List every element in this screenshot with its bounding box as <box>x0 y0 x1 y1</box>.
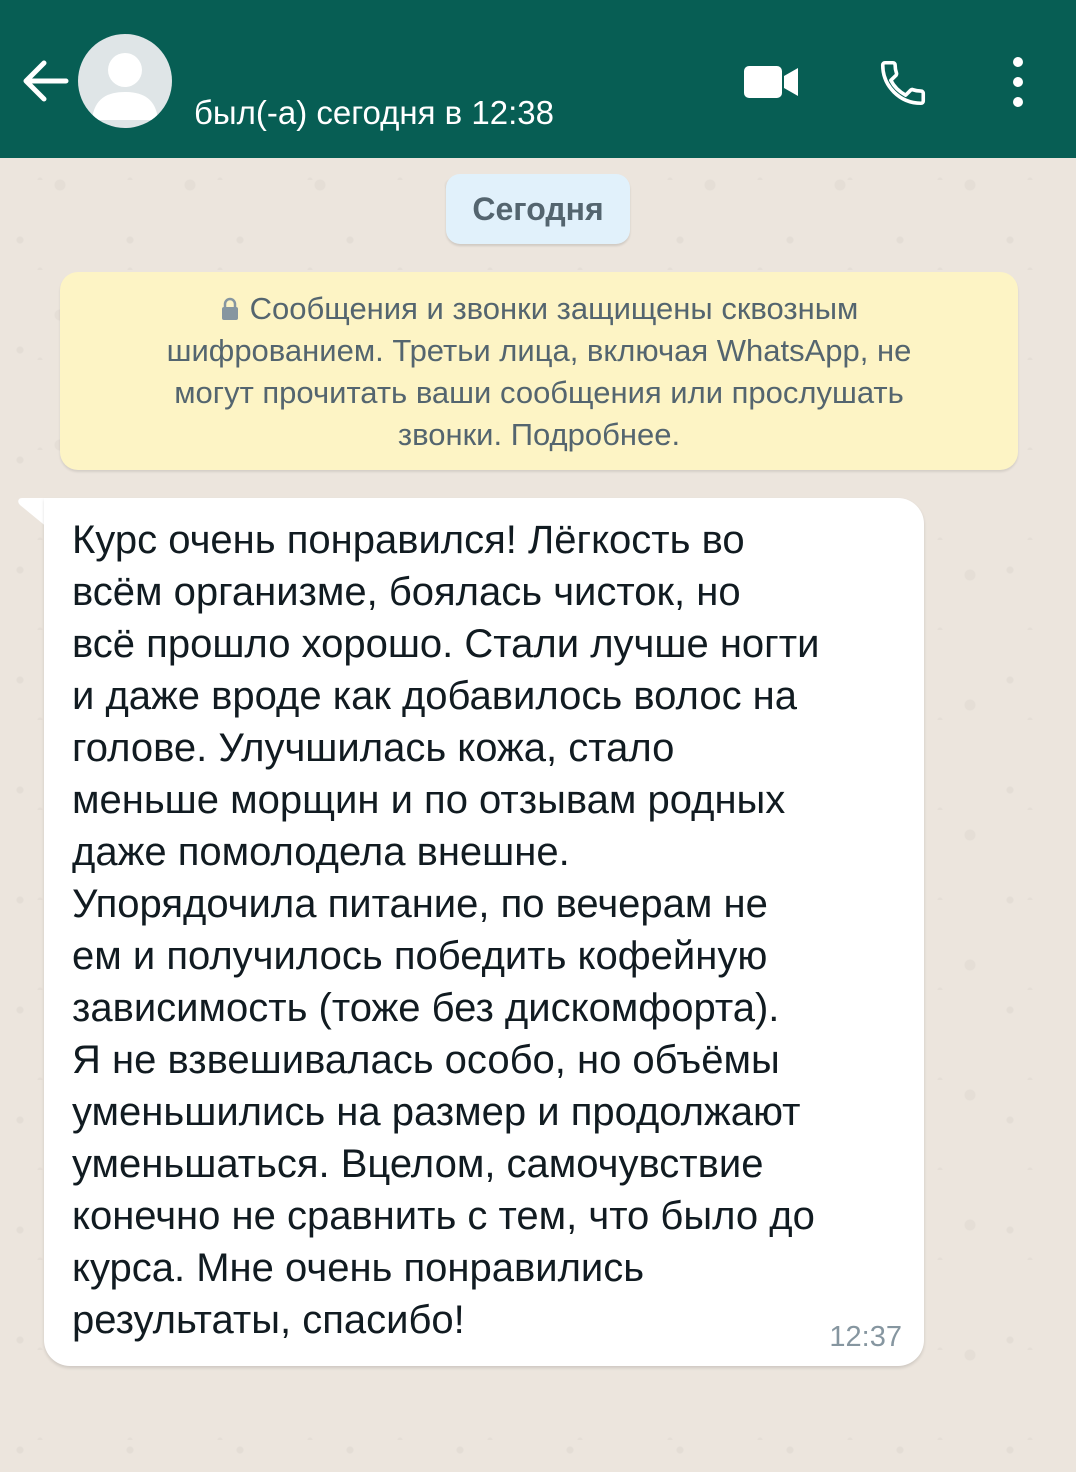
message-line: результаты, спасибо! <box>72 1298 465 1342</box>
message-text <box>72 514 912 1346</box>
encryption-notice-line: шифрованием. Третьи лица, включая WhatsApp, не <box>166 333 912 368</box>
lock-icon <box>220 297 240 321</box>
default-avatar-icon <box>78 34 172 128</box>
message-line: и даже вроде как добавилось волос на <box>72 674 798 718</box>
message-line: всём организме, боялась чисток, но <box>72 570 741 614</box>
chat-header <box>0 0 1076 158</box>
encryption-notice-line: могут прочитать ваши сообщения или прослушать <box>174 375 904 410</box>
contact-avatar[interactable] <box>78 34 172 128</box>
message-line: зависимость (тоже без дискомфорта). <box>72 986 780 1030</box>
more-vertical-icon[interactable] <box>1004 56 1032 108</box>
message-line: Я не взвешивалась особо, но объёмы <box>72 1038 780 1082</box>
message-line: даже помолодела внешне. <box>72 830 570 874</box>
contact-status: был(-а) сегодня в 12:38 <box>194 94 554 131</box>
message-line: ем и получилось победить кофейную <box>72 934 768 978</box>
message-line: Курс очень понравился! Лёгкость во <box>72 518 745 562</box>
message-line: конечно не сравнить с тем, что было до <box>72 1194 815 1238</box>
message-line: Упорядочила питание, по вечерам не <box>72 882 768 926</box>
date-chip: Сегодня <box>446 174 630 244</box>
message-line: уменьшаться. Вцелом, самочувствие <box>72 1142 764 1186</box>
arrow-back-icon[interactable] <box>20 58 70 104</box>
message-line: курса. Мне очень понравились <box>72 1246 645 1290</box>
encryption-notice[interactable] <box>60 272 1018 470</box>
message-bubble[interactable] <box>44 498 924 1366</box>
video-camera-icon[interactable] <box>742 62 800 102</box>
message-line: уменьшились на размер и продолжают <box>72 1090 801 1134</box>
message-line: голове. Улучшилась кожа, стало <box>72 726 675 770</box>
encryption-notice-line: звонки. Подробнее. <box>397 417 681 452</box>
phone-icon[interactable] <box>876 56 930 110</box>
message-line: меньше морщин и по отзывам родных <box>72 778 786 822</box>
message-timestamp: 12:37 <box>829 1321 902 1353</box>
message-line: всё прошло хорошо. Стали лучше ногти <box>72 622 820 666</box>
encryption-notice-line: Сообщения и звонки защищены сквозным <box>100 288 978 330</box>
